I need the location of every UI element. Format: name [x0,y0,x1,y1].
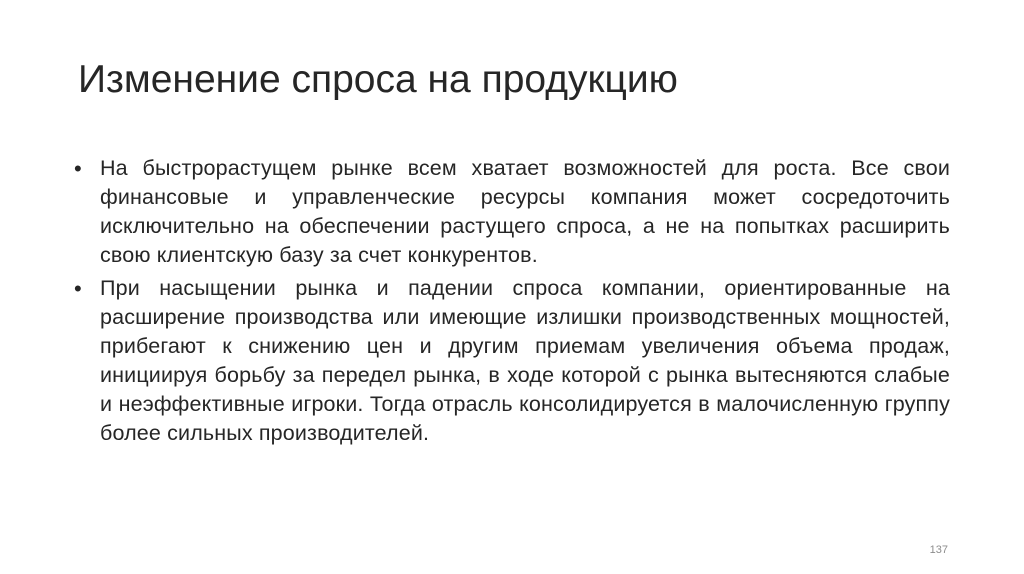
bullet-icon: • [74,156,82,181]
bullet-item [72,154,950,270]
bullet-text: При насыщении рынка и падении спроса компании, ориентированные на расширение производства или имеющие излишки производственных мощностей, прибегают к снижению цен и другим приемам увеличения объема продаж, инициируя борьбу за передел рынка, в ходе которой с рынка вытесняются слабые и неэффективные игроки. Тогда отрасль консолидируется в малочисленную группу более сильных производителей. [100,276,950,445]
bullet-text: На быстрорастущем рынке всем хватает возможностей для роста. Все свои финансовые и управленческие ресурсы компания может сосредоточить исключительно на обеспечении растущего спроса, а не на попытках расширить свою клиентскую базу за счет конкурентов. [100,156,950,267]
bullet-list [72,154,950,452]
slide-title: Изменение спроса на продукцию [78,58,678,101]
bullet-item [72,274,950,448]
page-number: 137 [929,544,948,556]
bullet-icon: • [74,276,82,301]
